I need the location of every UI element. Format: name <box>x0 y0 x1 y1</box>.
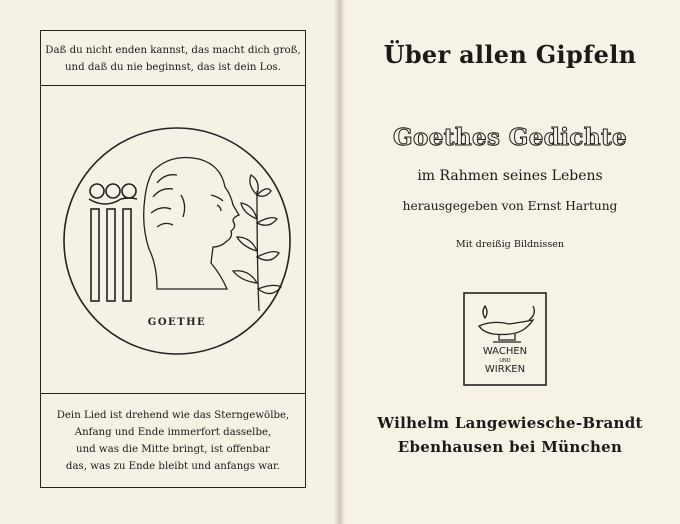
frame-divider-bottom <box>41 393 305 394</box>
right-page <box>340 0 680 524</box>
emblem-word-3: WIRKEN <box>484 364 526 375</box>
verse-line: das, was zu Ende bleibt und anfangs war. <box>65 461 281 472</box>
emblem-word-1: WACHEN <box>482 346 528 357</box>
lyre-emblem-icon <box>89 184 137 301</box>
book-title: Über allen Gipfeln <box>383 40 637 69</box>
laurel-branch-icon <box>233 175 281 311</box>
verse-line: Daß du nicht enden kannst, das macht dich groß, <box>45 45 301 56</box>
frame-divider-top <box>41 85 305 86</box>
emblem-word-2: UND <box>499 358 511 364</box>
title-page <box>340 0 680 524</box>
editor-line: herausgegeben von Ernst Hartung <box>402 199 618 213</box>
verse-line: Anfang und Ende immerfort dasselbe, <box>74 427 272 438</box>
book-subtitle: Goethes Gedichte <box>392 124 628 151</box>
publisher-name: Wilhelm Langewiesche-Brandt <box>377 414 643 432</box>
book-gutter <box>334 0 346 524</box>
publisher-location: Ebenhausen bei München <box>397 438 623 456</box>
frontispiece-frame <box>40 30 306 488</box>
verse-line: und daß du nie beginnst, das ist dein Los. <box>64 62 282 73</box>
verse-line: und was die Mitte bringt, ist offenbar <box>76 444 270 455</box>
goethe-profile-icon <box>144 158 239 290</box>
illustrations-note: Mit dreißig Bildnissen <box>455 239 565 250</box>
verse-line: Dein Lied ist drehend wie das Sterngewölbe, <box>56 410 290 421</box>
medallion-label: GOETHE <box>147 317 207 328</box>
verse-bottom <box>41 407 305 475</box>
subtitle-line-1: im Rahmen seines Lebens <box>417 168 603 184</box>
publisher-emblem <box>463 292 547 386</box>
goethe-medallion <box>61 125 293 357</box>
verse-top <box>41 42 305 76</box>
